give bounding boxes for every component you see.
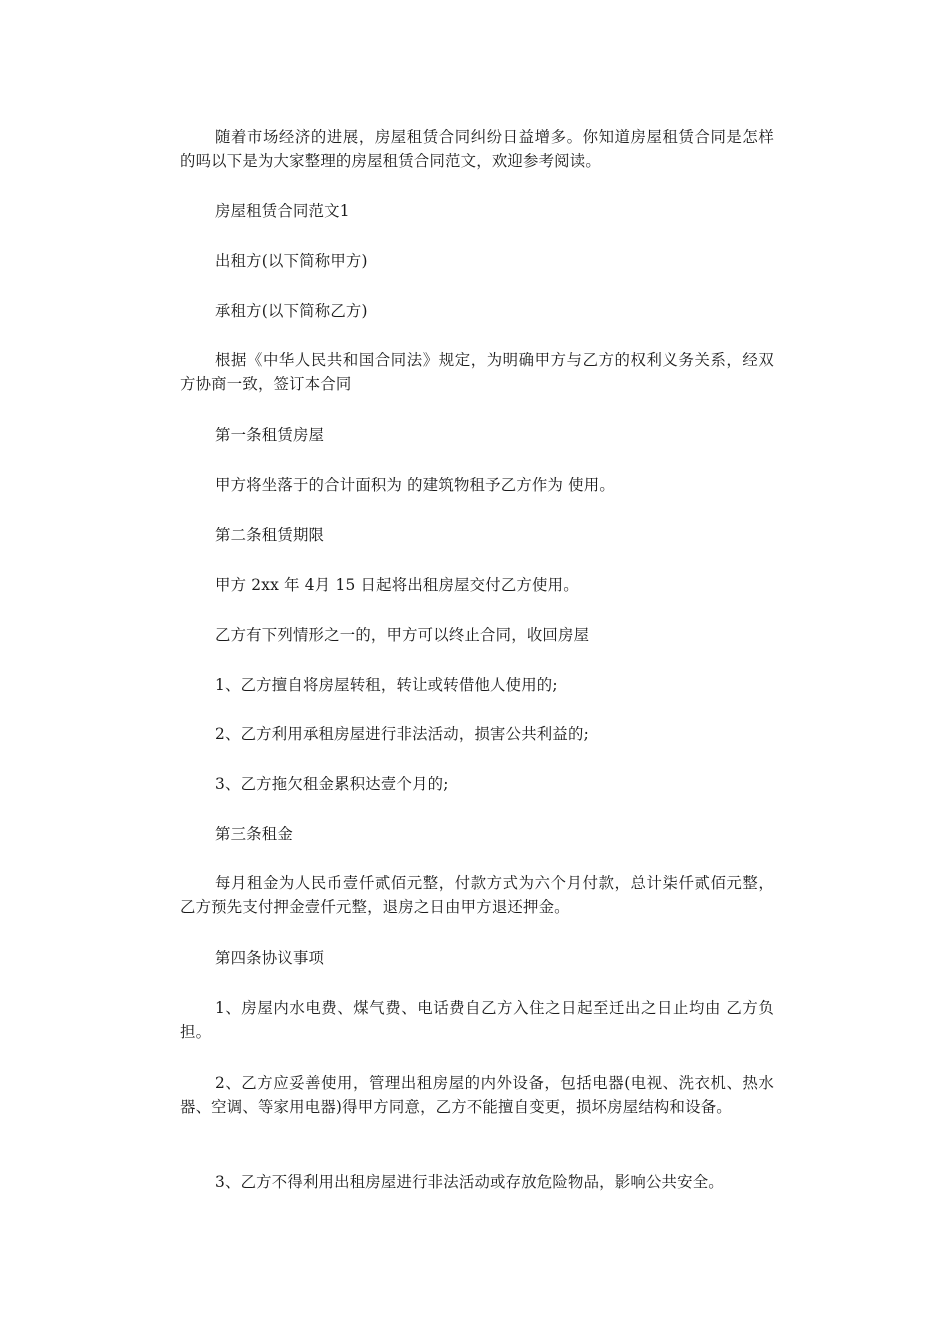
- contract-title: 房屋租赁合同范文1: [215, 202, 350, 220]
- intro-paragraph: 随着市场经济的进展，房屋租赁合同纠纷日益增多。你知道房屋租赁合同是怎样的吗以下是为大家整理的房屋租赁合同范文，欢迎参考阅读。: [180, 128, 774, 170]
- article-1-heading: 第一条租赁房屋: [215, 426, 325, 444]
- article-2-text: 甲方 2xx 年 4月 15 日起将出租房屋交付乙方使用。: [215, 576, 579, 594]
- article-4-item-3: 3、乙方不得利用出租房屋进行非法活动或存放危险物品，影响公共安全。: [215, 1173, 724, 1191]
- article-3-text: 每月租金为人民币壹仟贰佰元整，付款方式为六个月付款，总计柒仟贰佰元整，乙方预先支付押金壹仟元整，退房之日由甲方退还押金。: [180, 874, 774, 916]
- article-2-heading: 第二条租赁期限: [215, 526, 325, 544]
- termination-item-3: 3、乙方拖欠租金累积达壹个月的;: [215, 775, 449, 793]
- preamble-paragraph: 根据《中华人民共和国合同法》规定，为明确甲方与乙方的权利义务关系，经双方协商一致，签订本合同: [180, 351, 774, 393]
- article-4-item-1: 1、房屋内水电费、煤气费、电话费自乙方入住之日起至迁出之日止均由 乙方负担。: [180, 999, 774, 1041]
- article-1-text: 甲方将坐落于的合计面积为 的建筑物租予乙方作为 使用。: [215, 476, 615, 494]
- article-4-heading: 第四条协议事项: [215, 949, 325, 967]
- lessor-line: 出租方(以下简称甲方): [215, 252, 368, 270]
- article-3-heading: 第三条租金: [215, 825, 293, 843]
- document-page: [180, 0, 774, 1344]
- termination-intro: 乙方有下列情形之一的，甲方可以终止合同，收回房屋: [215, 626, 590, 644]
- termination-item-1: 1、乙方擅自将房屋转租，转让或转借他人使用的;: [215, 676, 558, 694]
- termination-item-2: 2、乙方利用承租房屋进行非法活动，损害公共利益的;: [215, 725, 589, 743]
- lessee-line: 承租方(以下简称乙方): [215, 302, 368, 320]
- article-4-item-2: 2、乙方应妥善使用，管理出租房屋的内外设备，包括电器(电视、洗衣机、热水器、空调、等家用电器)得甲方同意，乙方不能擅自变更，损坏房屋结构和设备。: [180, 1074, 774, 1116]
